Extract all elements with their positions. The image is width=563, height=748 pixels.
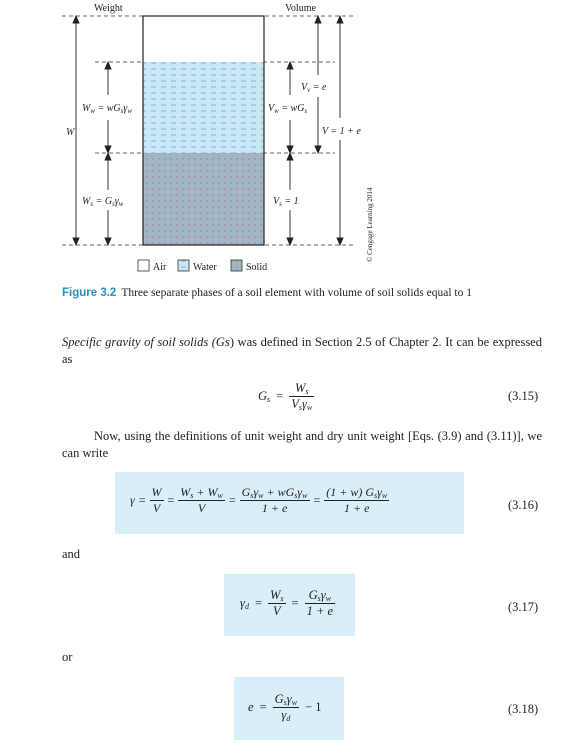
label-Ww: $W_w = wG_s\gamma_w$ [82, 103, 133, 115]
legend-solid: Solid [246, 262, 268, 273]
equation-3-17: $\gamma_d$ = $\frac{W_s}{V}$ = $\frac{G_s\gamma_w}{1 + e}$ [240, 588, 334, 618]
legend-air-swatch [138, 260, 149, 271]
air-phase [143, 16, 264, 62]
connector-or: or [62, 650, 73, 664]
equation-number-3-18: (3.18) [508, 702, 539, 716]
equation-3-15: $G_s$ = $\frac{W_s}{V_s\gamma_w}$ [258, 381, 313, 412]
label-Vs: $V_s = 1$ [273, 196, 299, 208]
figure-caption [62, 287, 472, 299]
legend [138, 260, 267, 273]
weight-column-label: Weight [94, 3, 123, 14]
equation-number-3-17: (3.17) [508, 600, 539, 614]
legend-air: Air [153, 262, 167, 273]
label-W: W [66, 127, 75, 138]
volume-column-label: Volume [285, 3, 316, 14]
paragraph-unit-weight: Now, using the definitions of unit weight and dry unit weight [Eqs. (3.9) and (3.11)], we can write [62, 429, 542, 460]
label-Ws: $W_s = G_s\gamma_w$ [82, 196, 124, 208]
figure-label: Figure 3.2 [62, 287, 117, 299]
legend-water-swatch [178, 260, 189, 271]
equation-3-16: γ = $\frac{W}{V}$ = $\frac{W_s + W_w}{V}$ = $\frac{G_s\gamma_w + wG_s\gamma_w}{1 + e}$ = $\frac{(1 + w) G_s\gamma_w}{1 + e}$ [130, 485, 388, 515]
connector-and: and [62, 547, 81, 561]
legend-solid-swatch [231, 260, 242, 271]
label-Vv: $V_v = e$ [301, 82, 327, 94]
label-V: V = 1 + e [322, 126, 361, 137]
equation-number-3-15: (3.15) [508, 389, 539, 403]
paragraph-specific-gravity: Specific gravity of soil solids (Gs) was defined in Section 2.5 of Chapter 2. It can be expressed as [62, 335, 542, 366]
equation-3-18: e = $\frac{G_s\gamma_w}{\gamma_d}$ − 1 [248, 692, 322, 723]
copyright-note: © Cengage Learning 2014 [366, 187, 374, 262]
caption-text: Three separate phases of a soil element with volume of soil solids equal to 1 [121, 287, 472, 299]
solid-phase [143, 153, 264, 245]
water-phase [143, 62, 264, 153]
label-Vw: $V_w = wG_s$ [268, 103, 308, 115]
equation-number-3-16: (3.16) [508, 498, 539, 512]
legend-water: Water [193, 262, 217, 273]
phase-diagram [0, 0, 563, 285]
